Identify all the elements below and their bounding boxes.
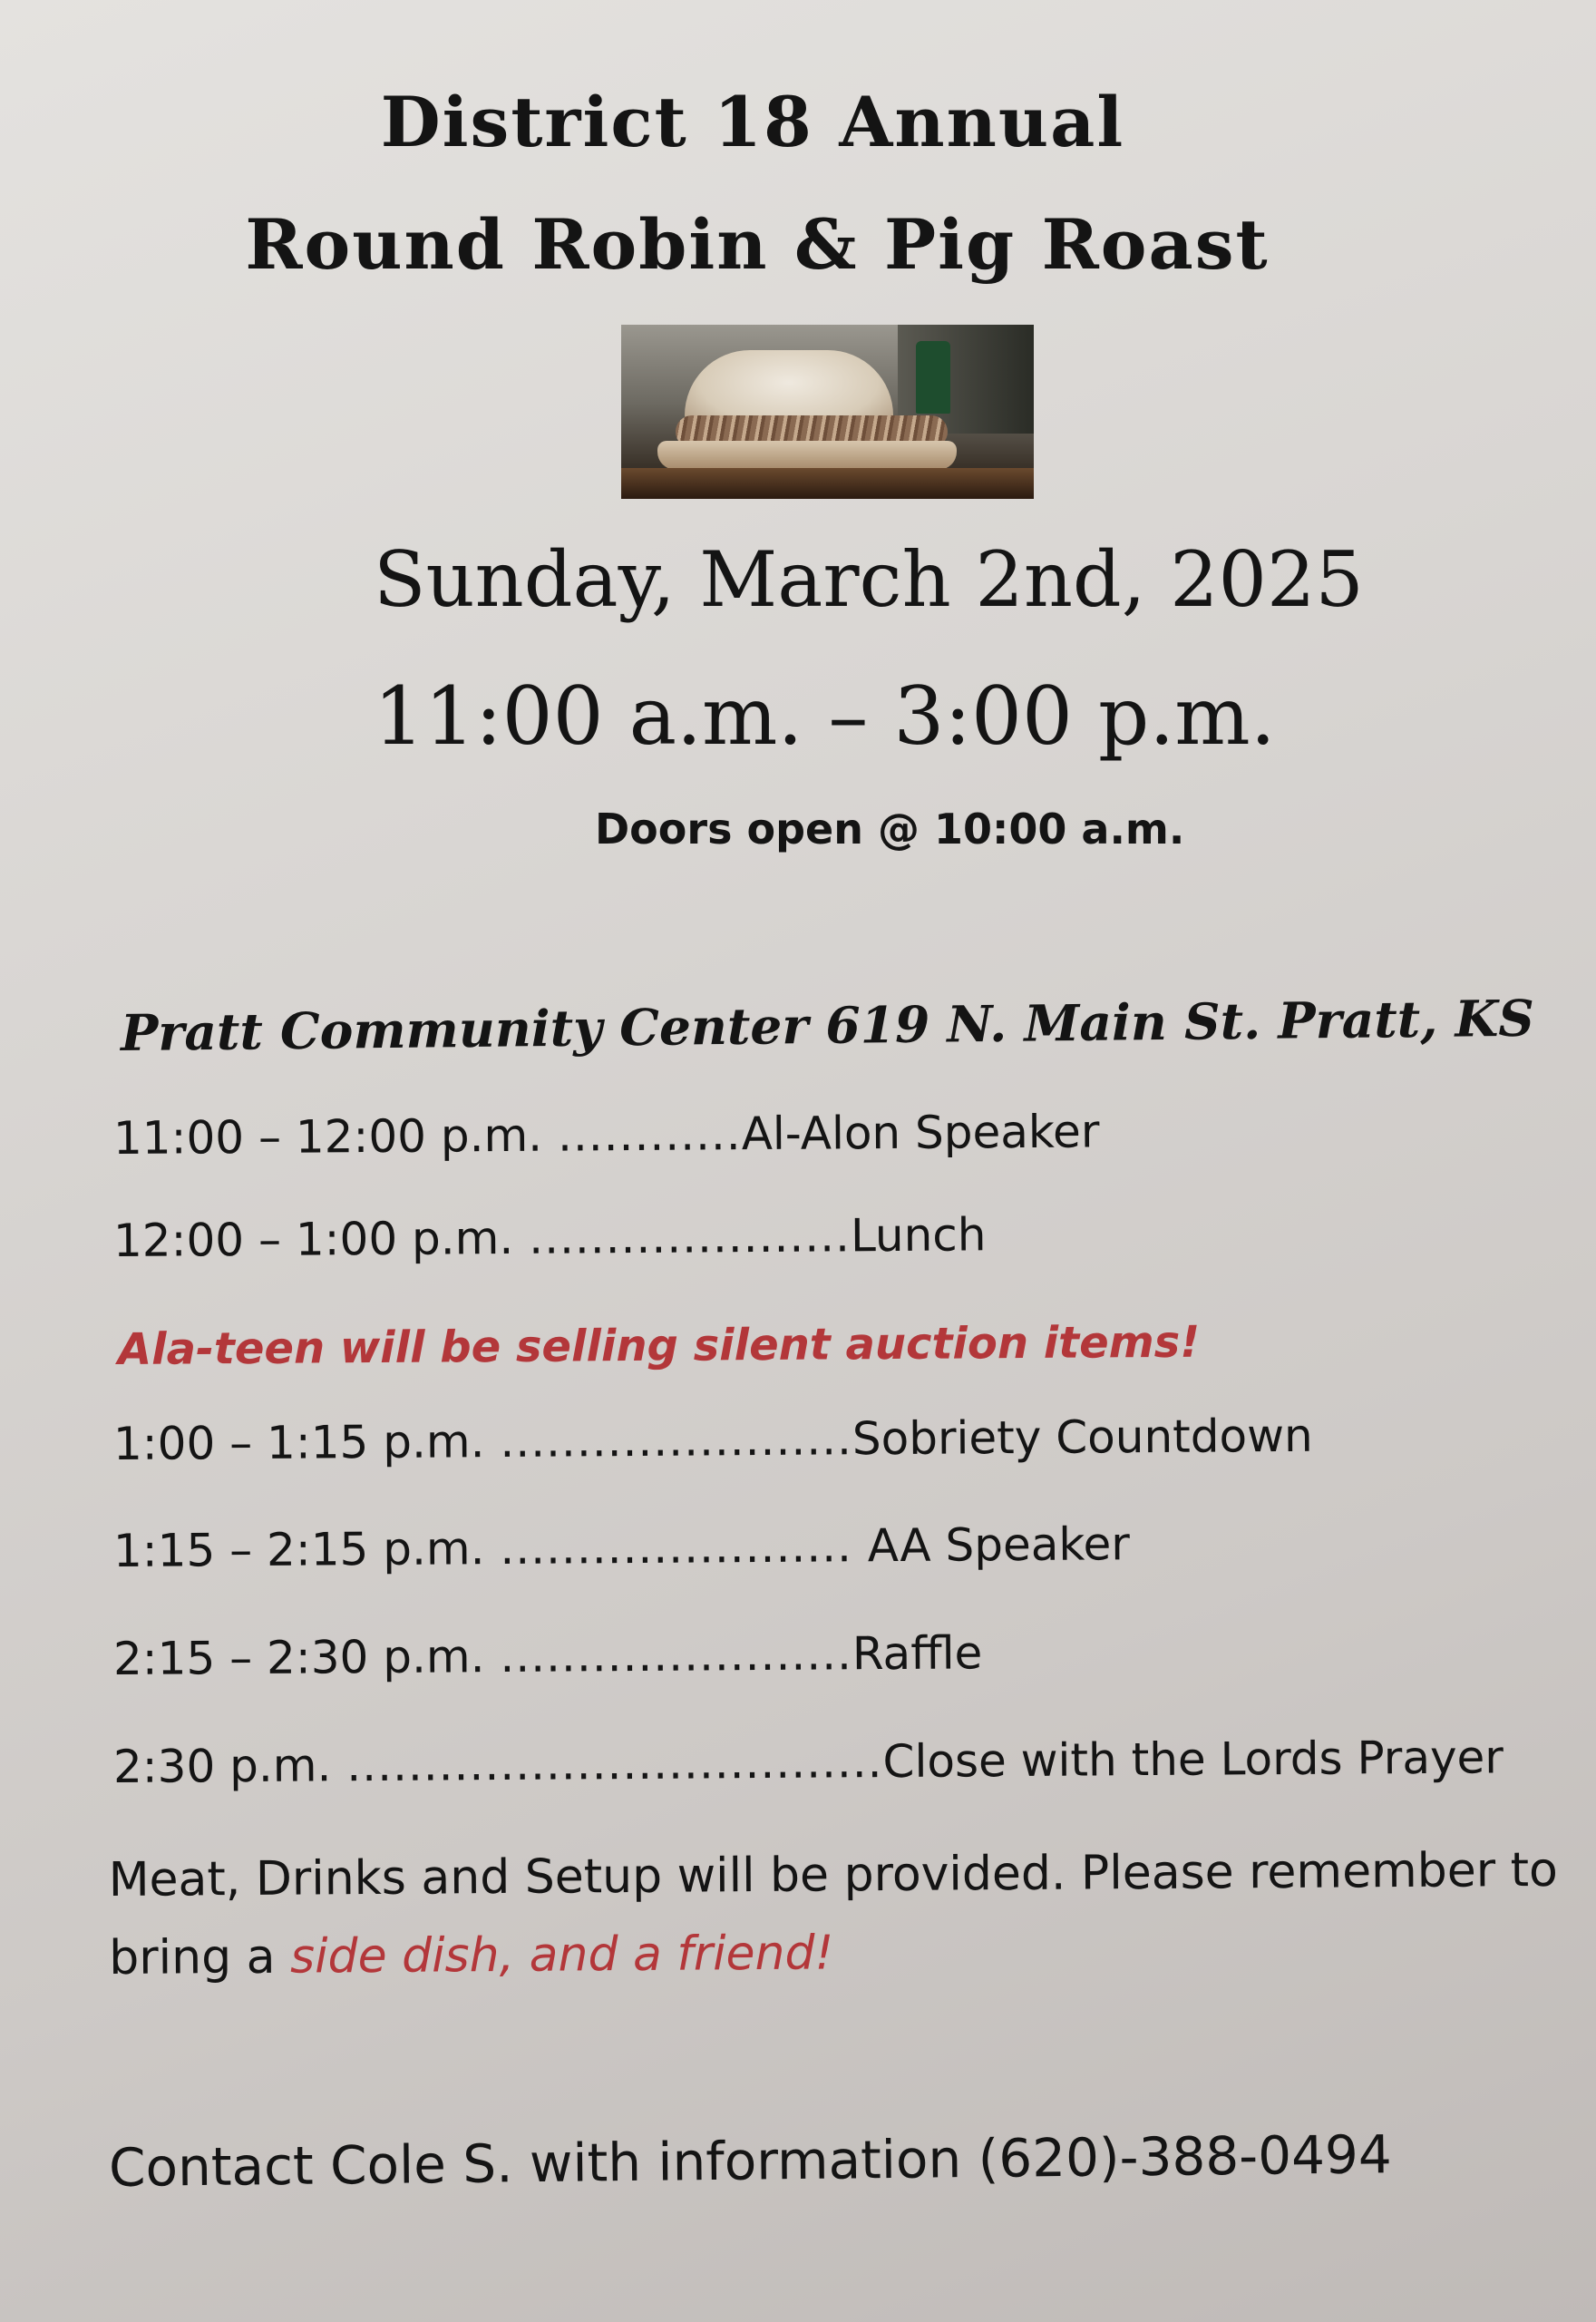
schedule-leader: ...................................: [331, 1735, 883, 1792]
provided-note: [108, 1831, 1560, 1997]
title-line-2: Round Robin & Pig Roast: [245, 204, 1270, 285]
schedule-event: Raffle: [852, 1626, 983, 1681]
schedule-event: Close with the Lords Prayer: [882, 1731, 1504, 1789]
schedule-event: Sobriety Countdown: [852, 1409, 1313, 1466]
schedule-leader: .......................: [484, 1627, 853, 1683]
schedule-leader: .......................: [484, 1412, 853, 1468]
schedule-leader: ............: [541, 1107, 742, 1162]
provided-text: Meat, Drinks and Setup will be provided. Please remember to bring a: [108, 1842, 1559, 1985]
schedule-event: AA Speaker: [867, 1517, 1131, 1573]
schedule-leader: .....................: [513, 1209, 852, 1264]
schedule-event: Lunch: [850, 1208, 987, 1263]
title-line-1: District 18 Annual: [380, 82, 1125, 162]
schedule-item: [113, 1208, 987, 1267]
schedule-leader: .......................: [484, 1519, 869, 1576]
schedule-time: 1:15 – 2:15 p.m.: [112, 1522, 485, 1577]
schedule-event: Al-Alon Speaker: [741, 1105, 1100, 1161]
provided-end: !: [814, 1926, 834, 1981]
schedule-item: [113, 1105, 1100, 1165]
event-location: Pratt Community Center 619 N. Main St. Pratt, KS: [120, 988, 1535, 1062]
schedule-item: [113, 1410, 1313, 1470]
event-date: Sunday, March 2nd, 2025: [374, 535, 1364, 624]
provided-highlight: side dish, and a friend: [289, 1926, 815, 1985]
schedule-time: 2:30 p.m.: [112, 1739, 332, 1793]
schedule-time: 12:00 – 1:00 p.m.: [112, 1211, 514, 1267]
event-time: 11:00 a.m. – 3:00 p.m.: [374, 669, 1276, 763]
schedule-item: [113, 1731, 1504, 1793]
ala-teen-note: Ala-teen will be selling silent auction items!: [117, 1316, 1201, 1375]
doors-open: Doors open @ 10:00 a.m.: [595, 805, 1185, 854]
schedule-item: [113, 1517, 1130, 1577]
pulled-pork-sandwich-photo: [621, 325, 1034, 499]
schedule-time: 1:00 – 1:15 p.m.: [112, 1415, 485, 1470]
schedule-time: 2:15 – 2:30 p.m.: [112, 1630, 485, 1685]
schedule-item: [113, 1626, 983, 1685]
contact-info: Contact Cole S. with information (620)-388-0494: [108, 2123, 1393, 2199]
schedule-time: 11:00 – 12:00 p.m.: [112, 1108, 543, 1165]
